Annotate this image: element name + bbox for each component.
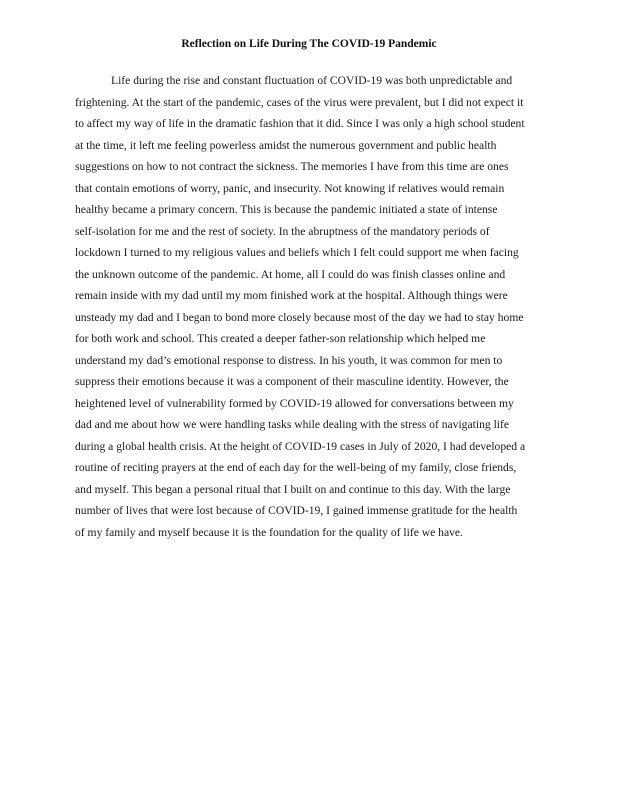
body-line: routine of reciting prayers at the end of each day for the well-being of my family, close friends, bbox=[75, 461, 517, 474]
body-line: heightened level of vulnerability formed by COVID-19 allowed for conversations between my bbox=[75, 396, 514, 410]
body-line: understand my dad’s emotional response to distress. In his youth, it was common for men to bbox=[75, 353, 503, 367]
body-line: remain inside with my dad until my mom finished work at the hospital. Although things were bbox=[75, 289, 508, 302]
body-line: suppress their emotions because it was a component of their masculine identity. However, the bbox=[75, 375, 509, 388]
body-line: of my family and myself because it is the foundation for the quality of life we have. bbox=[75, 525, 463, 539]
body-line: frightening. At the start of the pandemic, cases of the virus were prevalent, but I did not expect it bbox=[75, 95, 524, 109]
body-line: for both work and school. This created a deeper father-son relationship which helped me bbox=[75, 332, 486, 345]
body-line: unsteady my dad and I began to bond more closely because most of the day we had to stay home bbox=[75, 310, 524, 324]
body-line: healthy became a primary concern. This is because the pandemic initiated a state of intense bbox=[75, 203, 498, 216]
body-line: to affect my way of life in the dramatic fashion that it did. Since I was only a high school student bbox=[75, 117, 525, 130]
body-line: suggestions on how to not contract the sickness. The memories I have from this time are ones bbox=[75, 160, 509, 173]
body-line: the unknown outcome of the pandemic. At home, all I could do was finish classes online and bbox=[75, 267, 506, 281]
document-body bbox=[75, 70, 547, 543]
body-line: lockdown I turned to my religious values and beliefs which I felt could support me when facing bbox=[75, 246, 519, 259]
body-line: Life during the rise and constant fluctuation of COVID-19 was both unpredictable and bbox=[111, 74, 513, 87]
body-line: during a global health crisis. At the height of COVID-19 cases in July of 2020, I had developed a bbox=[75, 439, 526, 453]
body-line: and myself. This began a personal ritual that I built on and continue to this day. With the large bbox=[75, 482, 511, 496]
body-line: at the time, it left me feeling powerless amidst the numerous government and public health bbox=[75, 138, 497, 152]
body-line: self-isolation for me and the rest of society. In the abruptness of the mandatory periods of bbox=[75, 224, 490, 238]
body-line: number of lives that were lost because of COVID-19, I gained immense gratitude for the health bbox=[75, 504, 518, 517]
document-title: Reflection on Life During The COVID-19 Pandemic bbox=[181, 38, 437, 50]
body-line: dad and me about how we were handling tasks while dealing with the stress of navigating life bbox=[75, 418, 510, 431]
body-line: that contain emotions of worry, panic, and insecurity. Not knowing if relatives would remain bbox=[75, 181, 505, 195]
